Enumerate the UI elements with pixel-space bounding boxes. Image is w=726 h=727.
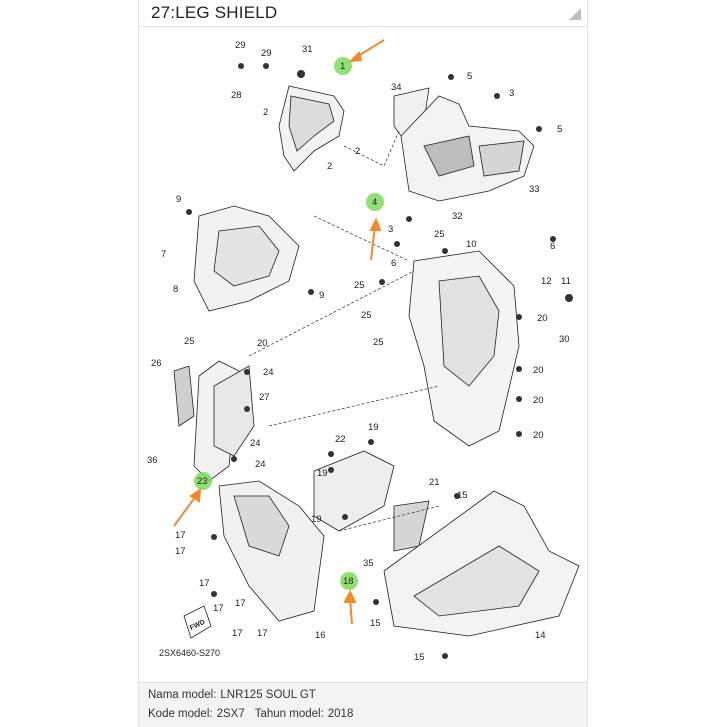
- callout-17b: 17: [175, 546, 186, 557]
- callout-19c: 19: [311, 514, 322, 525]
- callout-1: 1: [340, 61, 346, 72]
- callout-14: 14: [535, 630, 546, 641]
- bolt-15c: [442, 653, 448, 659]
- callout-29a: 29: [235, 40, 246, 51]
- bolt-25b: [379, 279, 385, 285]
- nut-31: [297, 70, 305, 78]
- callout-5a: 5: [467, 71, 473, 82]
- bolt-6a: [394, 241, 400, 247]
- bolt-3a: [494, 93, 500, 99]
- bolt-20c: [516, 396, 522, 402]
- callout-2c: 2: [327, 161, 333, 172]
- callout-8: 8: [173, 284, 179, 295]
- callout-19b: 19: [317, 468, 328, 479]
- callout-21: 21: [429, 477, 440, 488]
- callout-15c: 15: [414, 652, 425, 663]
- callout-18: 18: [343, 576, 354, 587]
- bolt-27: [244, 406, 250, 412]
- callout-36: 36: [147, 455, 158, 466]
- drawing-code: 2SX6460-S270: [159, 648, 221, 658]
- bolt-20d: [516, 431, 522, 437]
- callout-25c: 25: [354, 280, 365, 291]
- callout-20c: 20: [533, 365, 544, 376]
- callout-15b: 15: [370, 618, 381, 629]
- bolt-17a: [211, 534, 217, 540]
- callout-3a: 3: [509, 88, 515, 99]
- bolt-22: [328, 451, 334, 457]
- callout-10: 10: [466, 239, 477, 250]
- arrow-head-4: [371, 220, 380, 230]
- callout-30: 30: [559, 334, 570, 345]
- arrow-head-1: [351, 53, 361, 61]
- callout-16: 16: [315, 630, 326, 641]
- callout-2b: 2: [355, 146, 361, 157]
- page-title: 27:LEG SHIELD: [151, 3, 278, 22]
- callout-25d: 25: [361, 310, 372, 321]
- callout-27: 27: [259, 392, 270, 403]
- callout-6a: 6: [391, 258, 397, 269]
- callout-23: 23: [197, 476, 208, 487]
- bolt-3b: [406, 216, 412, 222]
- callout-33: 33: [529, 184, 540, 195]
- callout-6b: 6: [550, 241, 556, 252]
- callout-7: 7: [161, 249, 167, 260]
- callout-3b: 3: [388, 224, 394, 235]
- callout-17c: 17: [199, 578, 210, 589]
- model-code-label: Kode model:: [148, 708, 213, 720]
- bolt-25a: [442, 248, 448, 254]
- callout-11: 11: [561, 276, 571, 287]
- bolt-24c: [231, 456, 237, 462]
- model-name-value: LNR125 SOUL GT: [220, 689, 316, 701]
- callout-15a: 15: [457, 490, 468, 501]
- arrow-head-18: [345, 592, 355, 602]
- expand-corner-icon[interactable]: [569, 8, 581, 20]
- bolt-20b: [516, 366, 522, 372]
- exploded-parts-diagram: [139, 26, 587, 676]
- bolt-29a: [238, 63, 244, 69]
- callout-25e: 25: [373, 337, 384, 348]
- callout-9b: 9: [319, 290, 325, 301]
- callout-24c: 24: [255, 459, 266, 470]
- bolt-5a: [448, 74, 454, 80]
- arrow-to-23: [174, 496, 196, 526]
- callout-17e: 17: [235, 598, 246, 609]
- callout-29b: 29: [261, 48, 272, 59]
- callout-20d: 20: [533, 395, 544, 406]
- part-11-clip: [565, 294, 573, 302]
- callout-34: 34: [391, 82, 402, 93]
- bolt-19b: [328, 467, 334, 473]
- part-22-center: [314, 451, 394, 531]
- callout-24a: 24: [263, 367, 274, 378]
- callout-9a: 9: [176, 194, 182, 205]
- fwd-label: FWD: [188, 618, 207, 632]
- callout-35: 35: [363, 558, 374, 569]
- callout-4: 4: [372, 197, 378, 208]
- callout-31: 31: [302, 44, 313, 55]
- model-name-row: [148, 689, 320, 701]
- diagram-svg: [139, 26, 587, 676]
- callout-5b: 5: [557, 124, 563, 135]
- part-diagram-card: [139, 0, 587, 726]
- callout-12: 12: [541, 276, 552, 287]
- callout-17g: 17: [257, 628, 268, 639]
- callout-2a: 2: [263, 107, 269, 118]
- bolt-29b: [263, 63, 269, 69]
- bolt-20a: [516, 314, 522, 320]
- part-26-trim: [174, 366, 194, 426]
- callout-20b: 20: [537, 313, 548, 324]
- fwd-marker: [184, 606, 211, 638]
- model-code-value: 2SX7: [216, 708, 245, 720]
- callout-25b: 25: [434, 229, 445, 240]
- callout-17a: 17: [175, 530, 186, 541]
- model-name-label: Nama model:: [148, 689, 217, 701]
- model-year-label: Tahun model:: [254, 708, 324, 720]
- parts-outline: [174, 86, 579, 636]
- title-bar: [139, 0, 587, 27]
- callout-28: 28: [231, 90, 242, 101]
- arrow-to-4: [371, 226, 375, 260]
- callout-19a: 19: [368, 422, 379, 433]
- bolt-17b: [211, 591, 217, 597]
- callout-20a: 20: [257, 338, 268, 349]
- callout-32: 32: [452, 211, 463, 222]
- bolt-15b: [373, 599, 379, 605]
- callout-20e: 20: [533, 430, 544, 441]
- bolt-19c: [342, 514, 348, 520]
- model-info-panel: [139, 682, 587, 727]
- callout-17f: 17: [232, 628, 243, 639]
- bolt-9b: [308, 289, 314, 295]
- callout-22: 22: [335, 434, 346, 445]
- bolt-19a: [368, 439, 374, 445]
- model-year-value: 2018: [327, 708, 354, 720]
- bolt-24a: [244, 369, 250, 375]
- bolt-5b: [536, 126, 542, 132]
- callout-17d: 17: [213, 603, 224, 614]
- callout-25a: 25: [184, 336, 195, 347]
- callout-24b: 24: [250, 438, 261, 449]
- model-code-row: [148, 708, 357, 720]
- callout-26: 26: [151, 358, 162, 369]
- bolt-9a: [186, 209, 192, 215]
